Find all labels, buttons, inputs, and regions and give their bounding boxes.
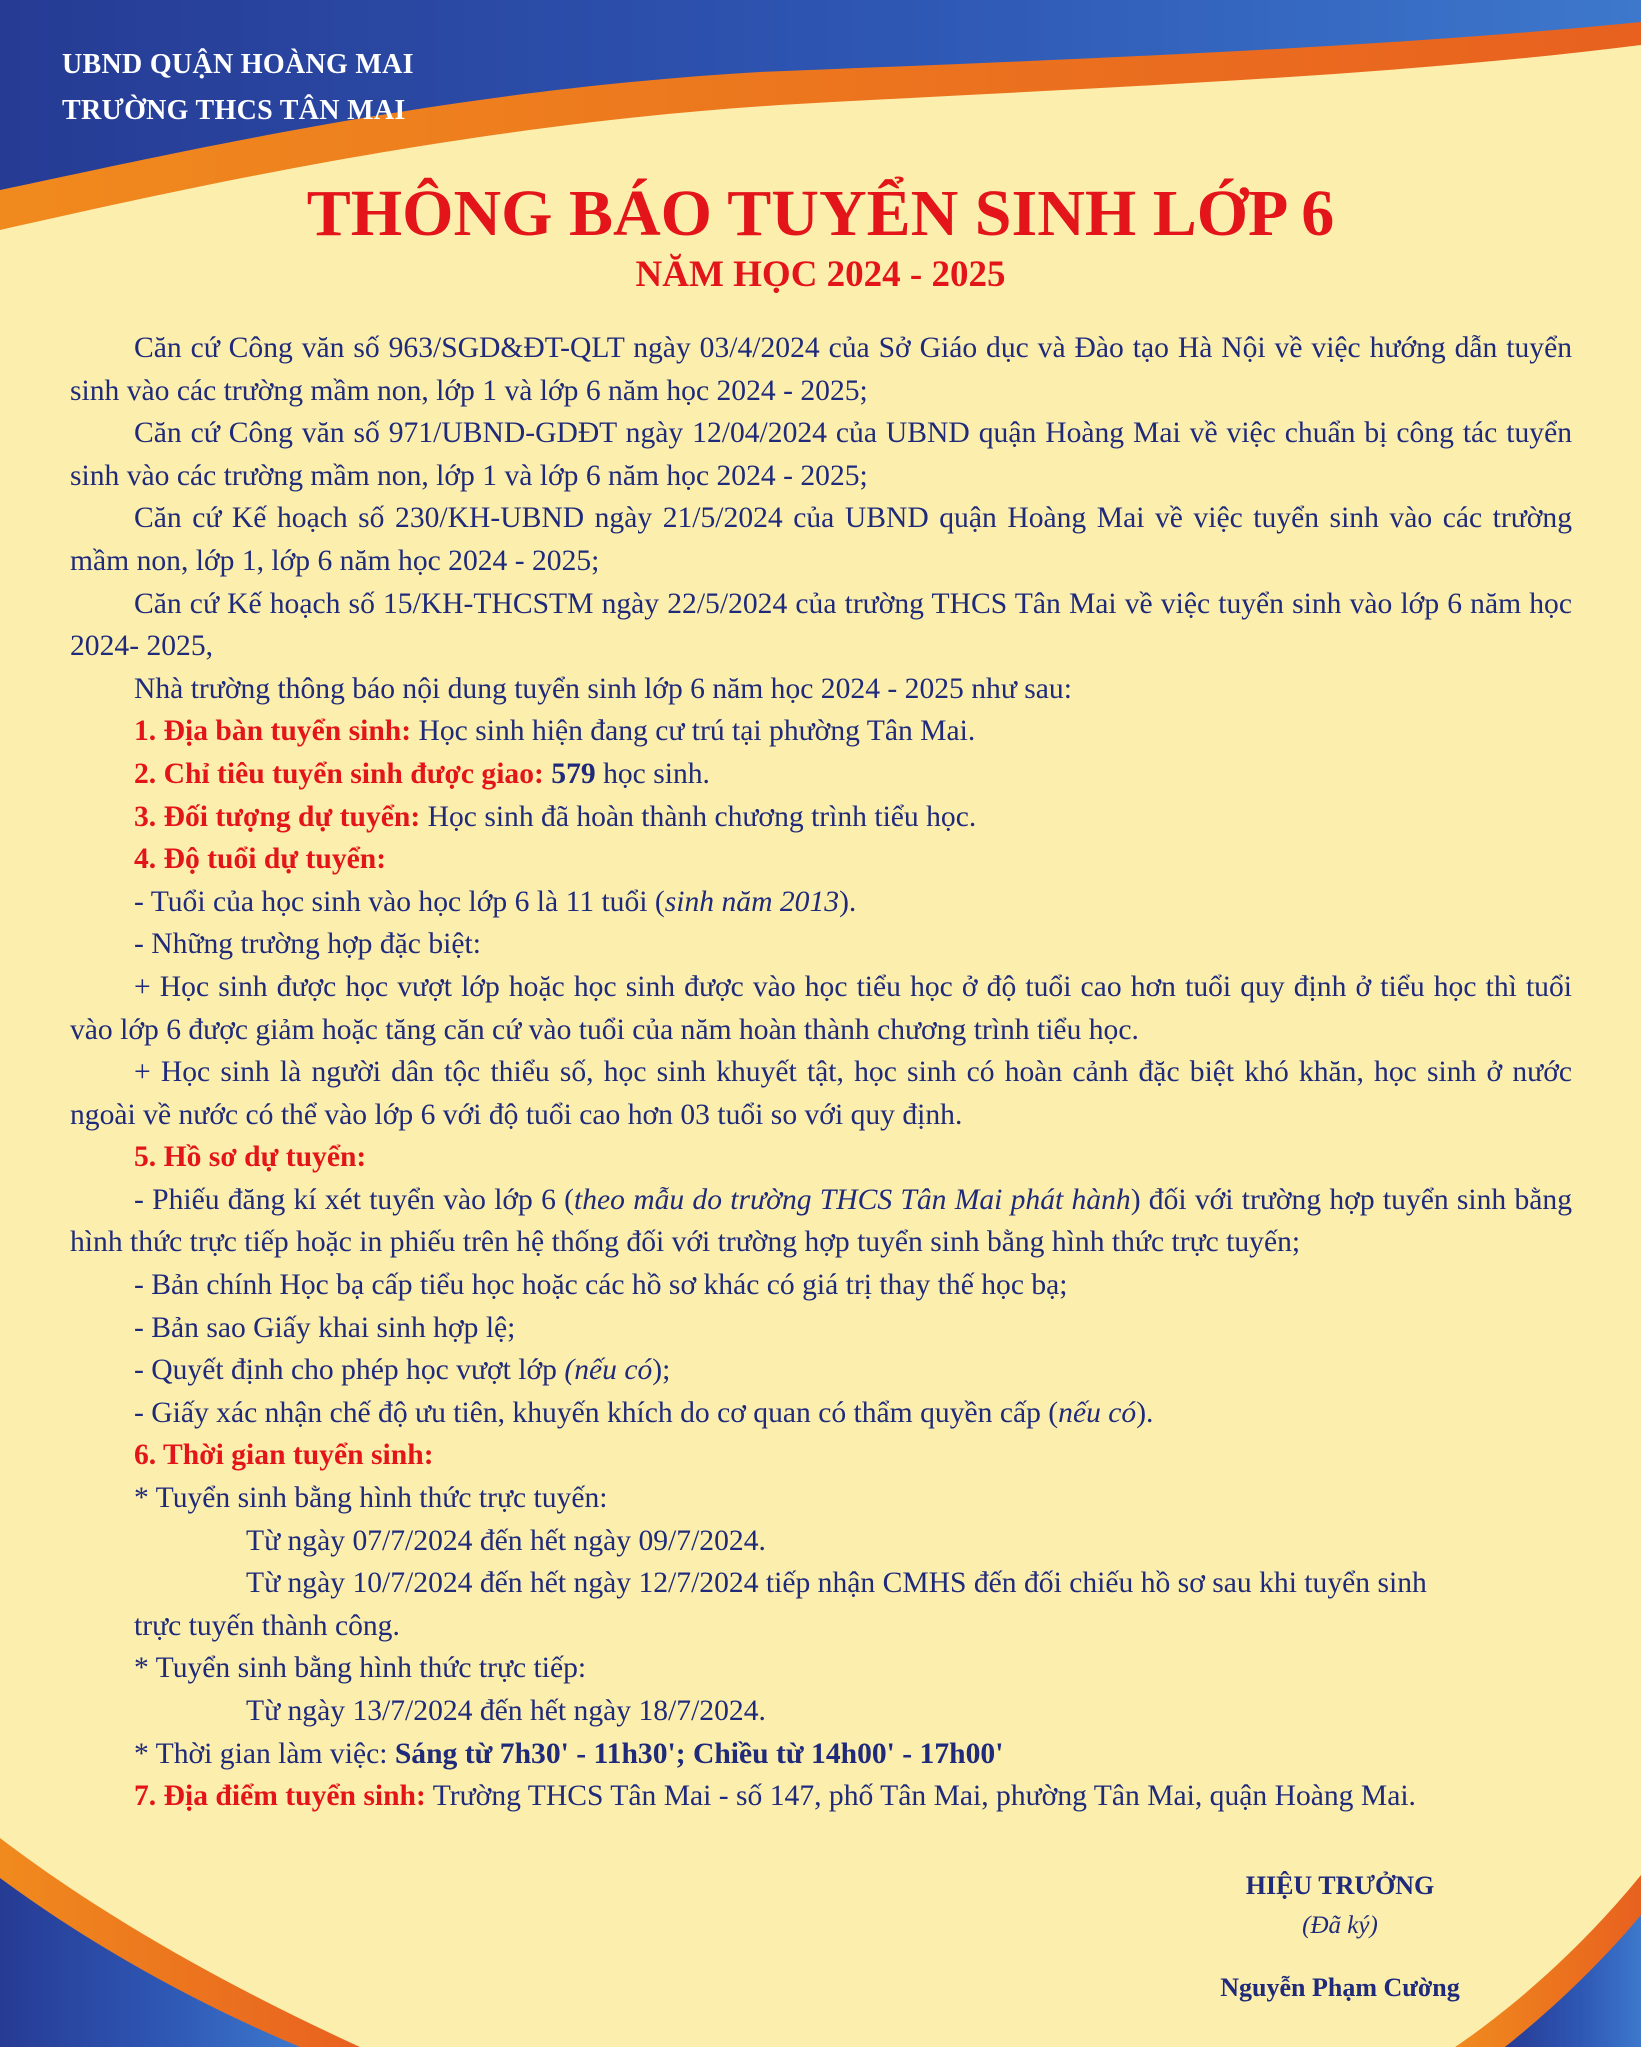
- section-area: [70, 710, 1572, 753]
- org-line-district: UBND QUẬN HOÀNG MAI: [62, 49, 414, 80]
- special-cases-heading: - Những trường hợp đặc biệt:: [134, 928, 481, 961]
- signer-title: HIỆU TRƯỞNG: [1245, 1871, 1435, 1900]
- direct-period-1: Từ ngày 13/7/2024 đến hết ngày 18/7/2024.: [246, 1695, 766, 1727]
- age-rule-end: ).: [839, 885, 857, 918]
- document-grade-skip-decision: [70, 1349, 1572, 1392]
- doc3-text: - Quyết định cho phép học vượt lớp: [134, 1354, 565, 1387]
- signed-note: (Đã ký): [1302, 1912, 1378, 1939]
- online-admission-heading: * Tuyển sinh bằng hình thức trực tuyến:: [134, 1482, 608, 1515]
- section-area-text: Học sinh hiện đang cư trú tại phường Tân Mai.: [411, 715, 976, 748]
- legal-basis-2: Căn cứ Công văn số 971/UBND-GDĐT ngày 12/04/2024 của UBND quận Hoàng Mai về việc chuẩn bị công tác tuyển sinh vào các trường mầm non, lớp 1 và lớp 6 năm học 2024 - 2025;: [70, 417, 1572, 492]
- notice-body: [70, 327, 1572, 1818]
- document-birth-certificate: - Bản sao Giấy khai sinh hợp lệ;: [134, 1311, 516, 1344]
- section-documents: [70, 1136, 1572, 1179]
- section-age: [70, 838, 1572, 881]
- working-hours-value: Sáng từ 7h30' - 11h30'; Chiều từ 14h00' - 17h00': [394, 1737, 1004, 1770]
- legal-basis-3: Căn cứ Kế hoạch số 230/KH-UBND ngày 21/5/2024 của UBND quận Hoàng Mai về việc tuyển sinh vào các trường mầm non, lớp 1, lớp 6 năm học 2024 - 2025;: [70, 502, 1572, 577]
- quota-number: 579: [551, 757, 596, 790]
- section-documents-label: 5. Hồ sơ dự tuyển:: [134, 1141, 367, 1174]
- section-quota-text: học sinh.: [595, 757, 710, 790]
- doc4-italic: nếu có: [1058, 1396, 1137, 1429]
- section-schedule: [70, 1434, 1572, 1477]
- org-line-school: TRƯỜNG THCS TÂN MAI: [62, 95, 406, 126]
- form-text-c: ) đối với trường hợp tuyển sinh bằng hình thức trực tiếp hoặc in phiếu trên hệ thống đối với trường hợp tuyển sinh bằng hình thức trực tuyến;: [70, 1183, 1572, 1259]
- special-case-2: + Học sinh là người dân tộc thiểu số, học sinh khuyết tật, học sinh có hoàn cảnh đặc biệt khó khăn, học sinh ở nước ngoài về nước có thể vào lớp 6 với độ tuổi cao hơn 03 tuổi so với quy định.: [70, 1056, 1572, 1131]
- section-location: [70, 1775, 1572, 1818]
- notice-title: THÔNG BÁO TUYỂN SINH LỚP 6: [306, 177, 1335, 250]
- section-location-label: 7. Địa điểm tuyển sinh:: [134, 1780, 426, 1813]
- doc3-italic: (nếu có: [564, 1354, 653, 1387]
- online-period-2-cont: trực tuyến thành công.: [134, 1609, 400, 1642]
- school-year-subtitle: NĂM HỌC 2024 - 2025: [635, 254, 1006, 295]
- form-text-a: - Phiếu đăng kí xét tuyển vào lớp 6 (: [134, 1183, 575, 1216]
- section-quota-label: 2. Chỉ tiêu tuyển sinh được giao:: [134, 757, 544, 790]
- document-application-form: [70, 1179, 1572, 1264]
- age-rule-text: - Tuổi của học sinh vào học lớp 6 là 11 tuổi (: [134, 885, 665, 918]
- section-quota: [70, 753, 1572, 796]
- online-period-2: Từ ngày 10/7/2024 đến hết ngày 12/7/2024 tiếp nhận CMHS đến đối chiếu hồ sơ sau khi tuyển sinh: [246, 1567, 1427, 1600]
- doc3-end: );: [652, 1354, 671, 1387]
- section-eligibility: [70, 796, 1572, 839]
- special-case-1: + Học sinh được học vượt lớp hoặc học sinh được vào học tiểu học ở độ tuổi cao hơn tuổi quy định ở tiểu học thì tuổi vào lớp 6 được giảm hoặc tăng căn cứ vào tuổi của năm hoàn thành chương trình tiểu học.: [70, 970, 1572, 1046]
- doc4-end: ).: [1136, 1396, 1154, 1429]
- document-transcript: - Bản chính Học bạ cấp tiểu học hoặc các hồ sơ khác có giá trị thay thế học bạ;: [134, 1269, 1068, 1302]
- intro-paragraph: Nhà trường thông báo nội dung tuyển sinh lớp 6 năm học 2024 - 2025 như sau:: [134, 672, 1072, 705]
- birth-year-note: sinh năm 2013: [664, 885, 840, 918]
- section-location-text: Trường THCS Tân Mai - số 147, phố Tân Mai, phường Tân Mai, quận Hoàng Mai.: [425, 1780, 1416, 1813]
- issuing-organization: [62, 42, 414, 134]
- age-rule: [70, 881, 1572, 924]
- section-eligibility-label: 3. Đối tượng dự tuyển:: [134, 800, 421, 833]
- doc4-text: - Giấy xác nhận chế độ ưu tiên, khuyến khích do cơ quan có thẩm quyền cấp (: [134, 1396, 1059, 1429]
- direct-admission-heading: * Tuyển sinh bằng hình thức trực tiếp:: [134, 1652, 587, 1685]
- online-period-1: Từ ngày 07/7/2024 đến hết ngày 09/7/2024.: [246, 1524, 766, 1557]
- section-schedule-label: 6. Thời gian tuyển sinh:: [134, 1439, 434, 1472]
- section-age-label: 4. Độ tuổi dự tuyển:: [134, 843, 387, 876]
- working-hours-label: * Thời gian làm việc:: [134, 1737, 395, 1770]
- document-priority-certificate: [70, 1392, 1572, 1435]
- working-hours: [70, 1733, 1572, 1776]
- section-eligibility-text: Học sinh đã hoàn thành chương trình tiểu học.: [420, 800, 977, 833]
- signer-name: Nguyễn Phạm Cường: [1220, 1973, 1460, 2002]
- section-area-label: 1. Địa bàn tuyển sinh:: [134, 715, 412, 748]
- legal-basis-1: Căn cứ Công văn số 963/SGD&ĐT-QLT ngày 03/4/2024 của Sở Giáo dục và Đào tạo Hà Nội về việc hướng dẫn tuyển sinh vào các trường mầm non, lớp 1 và lớp 6 năm học 2024 - 2025;: [70, 332, 1572, 407]
- legal-basis-4: Căn cứ Kế hoạch số 15/KH-THCSTM ngày 22/5/2024 của trường THCS Tân Mai về việc tuyển sinh vào lớp 6 năm học 2024- 2025,: [70, 587, 1572, 663]
- form-text-italic: theo mẫu do trường THCS Tân Mai phát hành: [574, 1183, 1131, 1216]
